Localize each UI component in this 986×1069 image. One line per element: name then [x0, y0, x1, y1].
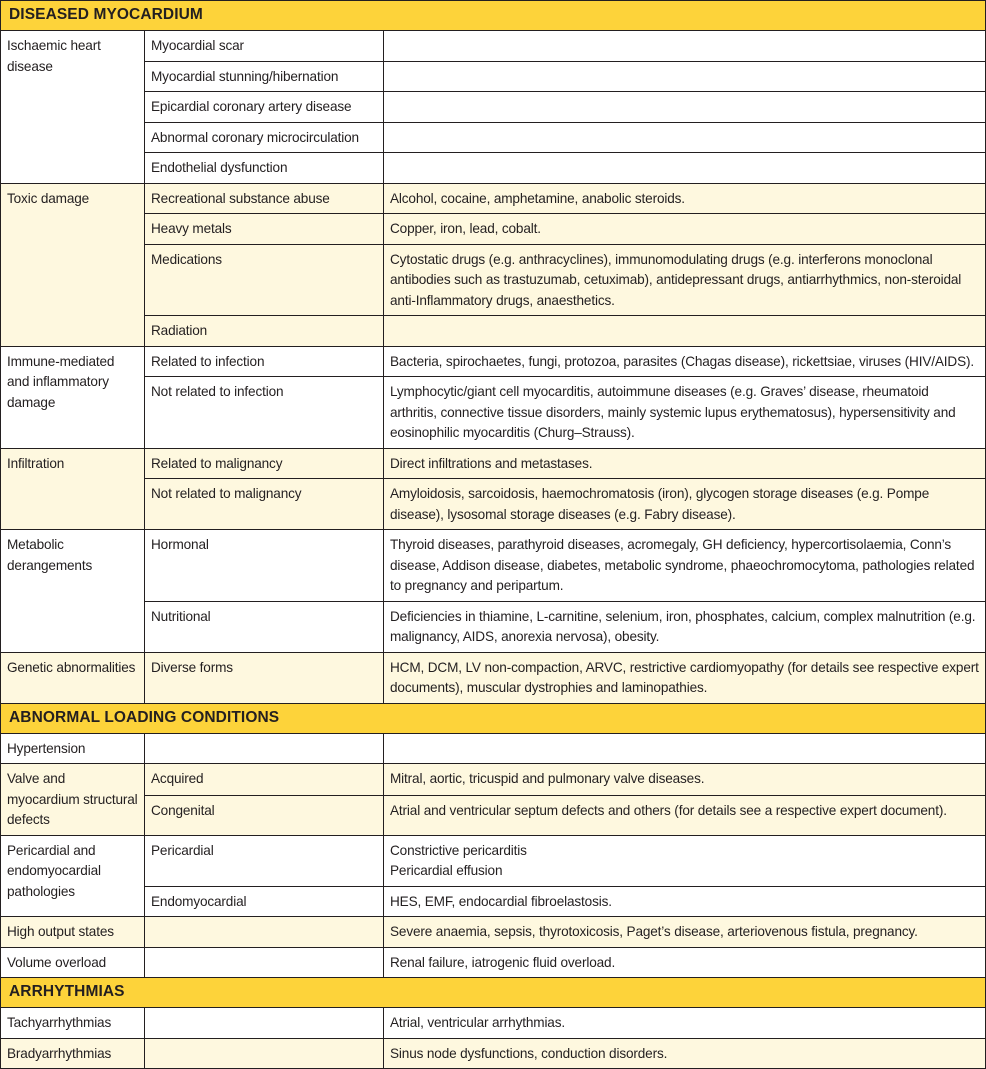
details-cell: Thyroid diseases, parathyroid diseases, acromegaly, GH deficiency, hypercortisolaemia, Conn’s disease, Addison disease, diabetes, metabolic syndrome, phaeochromocytoma, pathologies related to pregnancy and peripartum. [384, 530, 986, 602]
details-cell: Lymphocytic/giant cell myocarditis, autoimmune diseases (e.g. Graves’ disease, rheumatoid arthritis, connective tissue disorders, mainly systemic lupus erythematosus), hypersensitivity and eosinophilic myocarditis (Churg–Strauss). [384, 377, 986, 449]
section-title: DISEASED MYOCARDIUM [1, 1, 986, 31]
details-cell [384, 153, 986, 184]
subtype-cell [145, 947, 384, 978]
subtype-cell: Acquired [145, 764, 384, 796]
details-cell: Bacteria, spirochaetes, fungi, protozoa, parasites (Chagas disease), rickettsiae, viruses (HIV/AIDS). [384, 346, 986, 377]
subtype-cell: Nutritional [145, 601, 384, 652]
subtype-cell: Diverse forms [145, 652, 384, 703]
subtype-cell: Myocardial stunning/hibernation [145, 61, 384, 92]
details-cell: Direct infiltrations and metastases. [384, 448, 986, 479]
table-row [1, 183, 986, 214]
details-cell: Cytostatic drugs (e.g. anthracyclines), immunomodulating drugs (e.g. interferons monoclonal antibodies such as trastuzumab, cetuximab), antidepressant drugs, antiarrhythmics, non-steroidal anti-Inflammatory drugs, anaesthetics. [384, 244, 986, 316]
section-title: ABNORMAL LOADING CONDITIONS [1, 703, 986, 733]
table-row [1, 244, 986, 316]
details-cell [384, 92, 986, 123]
table-row [1, 61, 986, 92]
category-cell: Valve and myocardium structural defects [1, 764, 145, 836]
subtype-cell: Radiation [145, 316, 384, 347]
category-cell: Hypertension [1, 733, 145, 764]
section-title: ARRHYTHMIAS [1, 978, 986, 1008]
table-row [1, 1038, 986, 1069]
subtype-cell: Epicardial coronary artery disease [145, 92, 384, 123]
subtype-cell: Medications [145, 244, 384, 316]
details-cell: Mitral, aortic, tricuspid and pulmonary valve diseases. [384, 764, 986, 796]
details-cell: Atrial, ventricular arrhythmias. [384, 1008, 986, 1039]
category-cell: Bradyarrhythmias [1, 1038, 145, 1069]
table-row [1, 530, 986, 602]
details-line: Constrictive pericarditis [390, 842, 527, 858]
details-cell [384, 122, 986, 153]
table-row [1, 1008, 986, 1039]
subtype-cell: Myocardial scar [145, 31, 384, 62]
category-cell: Immune-mediated and inflammatory damage [1, 346, 145, 448]
details-cell: Alcohol, cocaine, amphetamine, anabolic steroids. [384, 183, 986, 214]
table-row [1, 316, 986, 347]
subtype-cell [145, 917, 384, 948]
details-cell: HES, EMF, endocardial fibroelastosis. [384, 886, 986, 917]
details-cell [384, 31, 986, 62]
table-row [1, 377, 986, 449]
table-row [1, 733, 986, 764]
table-row [1, 917, 986, 948]
details-cell: Copper, iron, lead, cobalt. [384, 214, 986, 245]
table-row [1, 886, 986, 917]
table-row [1, 153, 986, 184]
category-cell: Pericardial and endomyocardial pathologies [1, 835, 145, 917]
details-cell [384, 835, 986, 886]
details-cell: Atrial and ventricular septum defects and others (for details see a respective expert document). [384, 795, 986, 835]
category-cell: High output states [1, 917, 145, 948]
subtype-cell: Not related to infection [145, 377, 384, 449]
section-header-row [1, 978, 986, 1008]
subtype-cell: Not related to malignancy [145, 479, 384, 530]
subtype-cell: Congenital [145, 795, 384, 835]
details-line: Pericardial effusion [390, 863, 503, 878]
table-row [1, 122, 986, 153]
table-row [1, 947, 986, 978]
subtype-cell: Related to infection [145, 346, 384, 377]
details-cell [384, 61, 986, 92]
subtype-cell: Hormonal [145, 530, 384, 602]
subtype-cell: Endomyocardial [145, 886, 384, 917]
table-row [1, 652, 986, 703]
subtype-cell: Abnormal coronary microcirculation [145, 122, 384, 153]
table-row [1, 479, 986, 530]
details-cell: Renal failure, iatrogenic fluid overload. [384, 947, 986, 978]
subtype-cell: Recreational substance abuse [145, 183, 384, 214]
subtype-cell: Heavy metals [145, 214, 384, 245]
details-cell: Amyloidosis, sarcoidosis, haemochromatosis (iron), glycogen storage diseases (e.g. Pompe disease), lysosomal storage diseases (e.g. Fabry disease). [384, 479, 986, 530]
subtype-cell [145, 1038, 384, 1069]
table-row [1, 448, 986, 479]
table-row [1, 795, 986, 835]
subtype-cell: Related to malignancy [145, 448, 384, 479]
details-cell [384, 733, 986, 764]
table-row [1, 31, 986, 62]
table-row [1, 601, 986, 652]
details-cell [384, 316, 986, 347]
details-cell: Severe anaemia, sepsis, thyrotoxicosis, Paget’s disease, arteriovenous fistula, pregnancy. [384, 917, 986, 948]
table-row [1, 764, 986, 796]
details-cell: Sinus node dysfunctions, conduction disorders. [384, 1038, 986, 1069]
table-row [1, 835, 986, 886]
subtype-cell [145, 1008, 384, 1039]
subtype-cell [145, 733, 384, 764]
table-row [1, 346, 986, 377]
section-header-row [1, 703, 986, 733]
section-header-row [1, 1, 986, 31]
category-cell: Ischaemic heart disease [1, 31, 145, 184]
details-cell: Deficiencies in thiamine, L-carnitine, selenium, iron, phosphates, calcium, complex malnutrition (e.g. malignancy, AIDS, anorexia nervosa), obesity. [384, 601, 986, 652]
table-row [1, 214, 986, 245]
category-cell: Tachyarrhythmias [1, 1008, 145, 1039]
category-cell: Toxic damage [1, 183, 145, 346]
subtype-cell: Endothelial dysfunction [145, 153, 384, 184]
category-cell: Infiltration [1, 448, 145, 530]
category-cell: Genetic abnormalities [1, 652, 145, 703]
details-cell: HCM, DCM, LV non-compaction, ARVC, restrictive cardiomyopathy (for details see respective expert documents), muscular dystrophies and laminopathies. [384, 652, 986, 703]
subtype-cell: Pericardial [145, 835, 384, 886]
category-cell: Volume overload [1, 947, 145, 978]
category-cell: Metabolic derangements [1, 530, 145, 653]
table-row [1, 92, 986, 123]
